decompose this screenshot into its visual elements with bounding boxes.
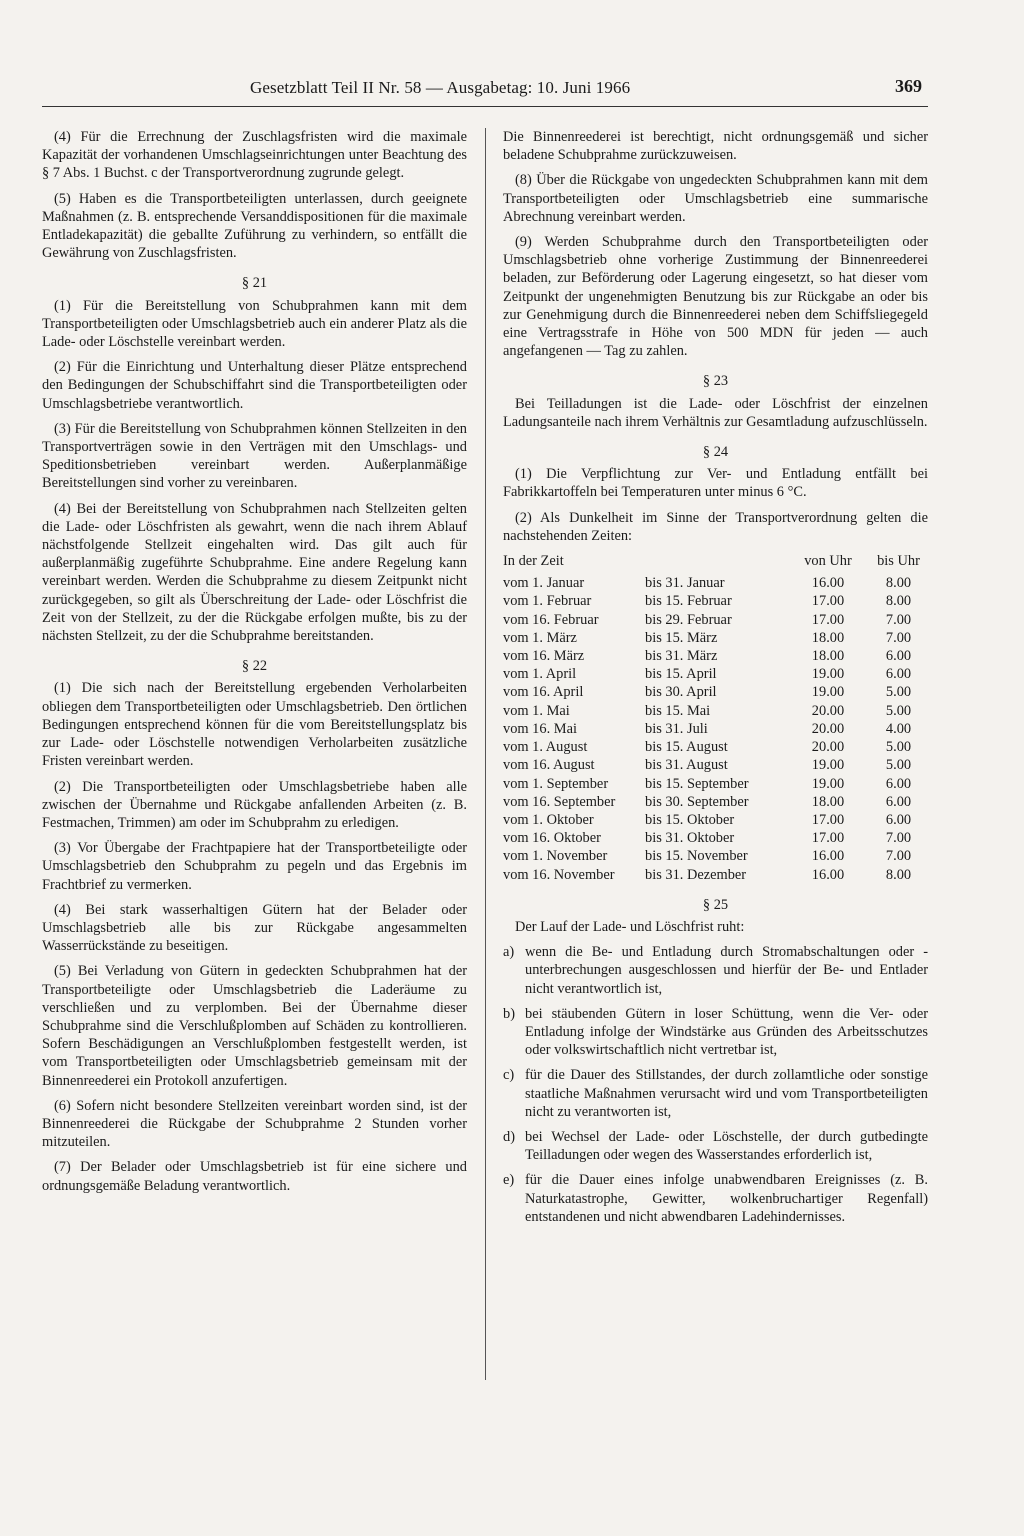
paragraph: (4) Bei der Bereitstellung von Schubprahmen nach Stellzeiten gelten die Lade- oder Löschfristen als gewahrt, wenn die nach ihrem Ablauf nächstfolgende Stellzeit eingehalten wird. Das gilt auch für außerplanmäßig zugeführte Schubprahme. Eine andere Regelung kann vereinbart werden. Werden die Schubprahme zu diesem Zeitpunkt nicht zurückgegeben, so gilt als Überschreitung der Lade- oder Löschfrist die Zeit von der Stellzeit, zu der die Rückgabe erfolgen mußte, bis zu der nächsten Stellzeit, zu der die Schubprahme bereitstanden. [42,500,467,645]
to-date-cell: bis 31. Januar [645,575,725,592]
from-date-cell: vom 1. April [503,666,577,683]
table-header: bis Uhr [877,553,920,570]
list-item-label: b) [503,1005,515,1022]
paragraph: (1) Die sich nach der Bereitstellung ergebenden Verholarbeiten obliegen dem Transportbeteiligten oder Umschlagsbetrieb. Den örtlichen Bedingungen entsprechend können für die vom Bereitstellungsplatz bis zur Lade- oder Löschstelle notwendigen Verholarbeiten zusätzliche Fristen vereinbart werden. [42,680,467,770]
from-date-cell: vom 1. März [503,629,577,646]
table-header-row [503,552,928,574]
list-item-label: e) [503,1172,515,1189]
to-date-cell: bis 15. Februar [645,593,732,610]
table-row [503,775,928,793]
to-time-cell: 5.00 [885,684,912,701]
paragraph: Die Binnenreederei ist berechtigt, nicht ordnungsgemäß und sicher beladene Schubprahme zurückzuweisen. [503,129,928,164]
section-heading: § 25 [702,896,729,913]
from-date-cell: vom 1. Oktober [503,811,594,828]
paragraph: (1) Für die Bereitstellung von Schubprahmen kann mit dem Transportbeteiligten oder Umschlagsbetrieb auch ein anderer Platz als die Lade- oder Löschstelle vereinbart werden. [42,297,467,351]
list-item-label: d) [503,1128,515,1145]
table-row [503,574,928,592]
to-date-cell: bis 15. November [645,848,748,865]
from-time-cell: 17.00 [811,811,845,828]
paragraph: (5) Haben es die Transportbeteiligten unterlassen, durch geeignete Maßnahmen (z. B. entsprechende Versanddispositionen für die maximale Entladekapazität) die geballte Zuführung zu verhindern, so entfällt die Gewährung von Zuschlagsfristen. [42,190,467,262]
list-item [503,1066,928,1121]
paragraph: (9) Werden Schubprahme durch den Transportbeteiligten oder Umschlagsbetrieb ohne vorherige Zustimmung der Binnenreederei beladen, zur Beförderung oder Lagerung eingesetzt, so hat dieser vom Zeitpunkt der ungenehmigten Benutzung bis zur Rückgabe an oder bis zur Genehmigung durch die Binnenreederei neben dem Schiffsliegegeld eine Vertragsstrafe in Höhe von 500 MDN für jeden — auch angefangenen — Tag zu zahlen. [503,234,928,360]
from-date-cell: vom 16. Oktober [503,830,601,847]
to-time-cell: 7.00 [885,830,912,847]
paragraph: (3) Vor Übergabe der Frachtpapiere hat der Transportbeteiligte oder Umschlagsbetrieb den Schubprahm zu pegeln und das Ergebnis im Frachtbrief zu vermerken. [42,840,467,893]
to-time-cell: 8.00 [885,575,912,592]
to-time-cell: 6.00 [885,775,912,792]
page-number: 369 [895,76,922,96]
from-date-cell: vom 1. November [503,848,608,865]
list-item-label: c) [503,1067,515,1084]
paragraph: (4) Bei stark wasserhaltigen Gütern hat der Belader oder Umschlagsbetrieb alle bis zur Rückgabe angesammelten Wasserrückstände zu beseitigen. [42,901,467,955]
to-date-cell: bis 15. September [645,775,749,792]
from-time-cell: 19.00 [811,684,845,701]
from-date-cell: vom 16. November [503,866,615,883]
to-time-cell: 7.00 [885,848,912,865]
list-item-text: für die Dauer eines infolge unabwendbaren Ereignisses (z. B. Naturkatastrophe, Gewitter, wolkenbruchartiger Regenfall) entstandenen und nicht abwendbaren Ladehindernisses. [525,1172,928,1225]
to-date-cell: bis 29. Februar [645,611,732,628]
from-date-cell: vom 16. Mai [503,720,577,737]
from-time-cell: 20.00 [811,739,845,756]
paragraph: (8) Über die Rückgabe von ungedeckten Schubprahmen kann mit dem Transportbeteiligten oder Umschlagsbetrieb eine summarische Abrechnung vereinbart werden. [503,172,928,225]
from-time-cell: 16.00 [811,848,845,865]
to-date-cell: bis 31. August [645,757,728,774]
left-column [42,128,467,1202]
section-heading: § 22 [241,658,268,675]
from-time-cell: 17.00 [811,830,845,847]
table-header: von Uhr [804,553,852,570]
from-date-cell: vom 1. Februar [503,593,592,610]
paragraph: (4) Für die Errechnung der Zuschlagsfristen wird die maximale Kapazität der vorhandenen Umschlagseinrichtungen unter Beachtung des § 7 Abs. 1 Buchst. c der Transportverordnung zugrunde gelegt. [42,129,467,182]
paragraph: (7) Der Belader oder Umschlagsbetrieb ist für eine sichere und ordnungsgemäße Beladung verantwortlich. [42,1159,467,1194]
list-item [503,1128,928,1164]
from-time-cell: 18.00 [811,629,845,646]
list-item-text: bei Wechsel der Lade- oder Löschstelle, der durch gutbedingte Teilladungen oder wegen des Wasserstandes erforderlich ist, [525,1128,928,1164]
column-divider [485,128,486,1380]
from-date-cell: vom 1. August [503,739,588,756]
paragraph: Bei Teilladungen ist die Lade- oder Löschfrist der einzelnen Ladungsanteile nach ihrem Verhältnis zur Gesamtladung aufzuschlüsseln. [503,395,928,430]
right-column [503,128,928,1233]
to-time-cell: 7.00 [885,629,912,646]
darkness-times-table [503,552,928,884]
from-date-cell: vom 1. Januar [503,575,585,592]
to-time-cell: 4.00 [885,720,912,737]
to-date-cell: bis 31. Juli [645,720,708,737]
to-date-cell: bis 30. April [645,684,717,701]
from-date-cell: vom 16. April [503,684,584,701]
from-date-cell: vom 16. August [503,757,595,774]
table-row [503,811,928,829]
table-header: In der Zeit [503,553,564,570]
from-time-cell: 19.00 [811,775,845,792]
to-time-cell: 8.00 [885,866,912,883]
table-row [503,683,928,701]
paragraph: (2) Die Transportbeteiligten oder Umschlagsbetriebe haben alle zwischen der Übernahme und Rückgabe anfallenden Arbeiten (z. B. Festmachen, Trimmen) am oder im Schubprahm zu erledigen. [42,778,467,831]
table-row [503,629,928,647]
to-date-cell: bis 15. August [645,739,728,756]
header-rule [42,106,928,107]
from-time-cell: 17.00 [811,593,845,610]
table-row [503,592,928,610]
section-heading: § 24 [702,444,729,461]
from-time-cell: 20.00 [811,702,845,719]
to-date-cell: bis 15. April [645,666,717,683]
list-item [503,1171,928,1226]
to-time-cell: 6.00 [885,666,912,683]
from-time-cell: 16.00 [811,866,845,883]
to-time-cell: 6.00 [885,793,912,810]
list-item-text: für die Dauer des Stillstandes, der durch zollamtliche oder sonstige staatliche Maßnahmen verursacht wird und vom Transportbeteiligten nicht zu verantworten ist, [525,1067,928,1120]
table-row [503,665,928,683]
to-time-cell: 7.00 [885,611,912,628]
from-date-cell: vom 16. Februar [503,611,599,628]
to-date-cell: bis 15. Mai [645,702,711,719]
to-time-cell: 5.00 [885,757,912,774]
from-time-cell: 19.00 [811,757,845,774]
table-row [503,720,928,738]
to-date-cell: bis 31. Oktober [645,830,735,847]
to-date-cell: bis 30. September [645,793,749,810]
list-item [503,943,928,998]
to-date-cell: bis 31. März [645,648,718,665]
table-row [503,647,928,665]
from-date-cell: vom 1. September [503,775,609,792]
table-row [503,793,928,811]
to-time-cell: 8.00 [885,593,912,610]
table-row [503,829,928,847]
table-row [503,702,928,720]
list-item-text: wenn die Be- und Entladung durch Stromabschaltungen oder -unterbrechungen ausgeschlossen und hierfür der Be- und Entlader nicht verantwortlich ist, [525,944,928,997]
table-row [503,866,928,884]
header-title: Gesetzblatt Teil II Nr. 58 — Ausgabetag: 10. Juni 1966 [250,78,631,97]
table-body [503,574,928,883]
from-time-cell: 19.00 [811,666,845,683]
condition-list [503,943,928,1226]
table-row [503,611,928,629]
paragraph: (1) Die Verpflichtung zur Ver- und Entladung entfällt bei Fabrikkartoffeln bei Temperaturen unter minus 6 °C. [503,466,928,501]
table-row [503,756,928,774]
to-time-cell: 5.00 [885,739,912,756]
table-row [503,847,928,865]
to-date-cell: bis 15. März [645,629,718,646]
paragraph: (6) Sofern nicht besondere Stellzeiten vereinbart worden sind, ist der Binnenreederei die Rückgabe der Schubprahme 2 Stunden vorher mitzuteilen. [42,1097,467,1151]
from-time-cell: 18.00 [811,793,845,810]
section-heading: § 23 [702,373,729,390]
paragraph: (2) Als Dunkelheit im Sinne der Transportverordnung gelten die nachstehenden Zeiten: [503,509,928,544]
to-time-cell: 5.00 [885,702,912,719]
list-item [503,1005,928,1060]
paragraph: (5) Bei Verladung von Gütern in gedeckten Schubprahmen hat der Transportbeteiligte oder Umschlagsbetrieb die Laderäume zu verschließen und zu verplomben. Bei der Übernahme dieser Schubprahme sind die Verschlußplomben auf Schäden zu kontrollieren. Sofern Beschädigungen an Verschlußplomben festgestellt werden, ist vom Transportbeteiligten oder Umschlagsbetrieb gemeinsam mit der Binnenreederei ein Protokoll anzufertigen. [42,963,467,1089]
from-date-cell: vom 1. Mai [503,702,570,719]
table-row [503,738,928,756]
list-item-label: a) [503,944,515,961]
from-time-cell: 20.00 [811,720,845,737]
from-time-cell: 17.00 [811,611,845,628]
from-date-cell: vom 16. März [503,648,585,665]
list-item-text: bei stäubenden Gütern in loser Schüttung, wenn die Ver- oder Entladung infolge der Windstärke aus Gründen des Arbeitsschutzes oder volkswirtschaftlich nicht vertretbar ist, [525,1005,928,1059]
to-date-cell: bis 15. Oktober [645,811,735,828]
from-date-cell: vom 16. September [503,793,616,810]
to-date-cell: bis 31. Dezember [645,866,747,883]
from-time-cell: 16.00 [811,575,845,592]
paragraph: (3) Für die Bereitstellung von Schubprahmen können Stellzeiten in den Transportverträgen sowie in den Verträgen mit den Umschlags- und Speditionsbetrieben vereinbart werden. Außerplanmäßige Bereitstellungen sind vorher zu vereinbaren. [42,420,467,492]
from-time-cell: 18.00 [811,648,845,665]
paragraph: (2) Für die Einrichtung und Unterhaltung dieser Plätze entsprechend den Bedingungen der Schubschiffahrt sind die Transportbeteiligten oder Umschlagsbetriebe verantwortlich. [42,359,467,412]
page-header [0,74,1024,104]
paragraph: Der Lauf der Lade- und Löschfrist ruht: [515,918,745,935]
to-time-cell: 6.00 [885,811,912,828]
to-time-cell: 6.00 [885,648,912,665]
section-heading: § 21 [241,275,268,292]
